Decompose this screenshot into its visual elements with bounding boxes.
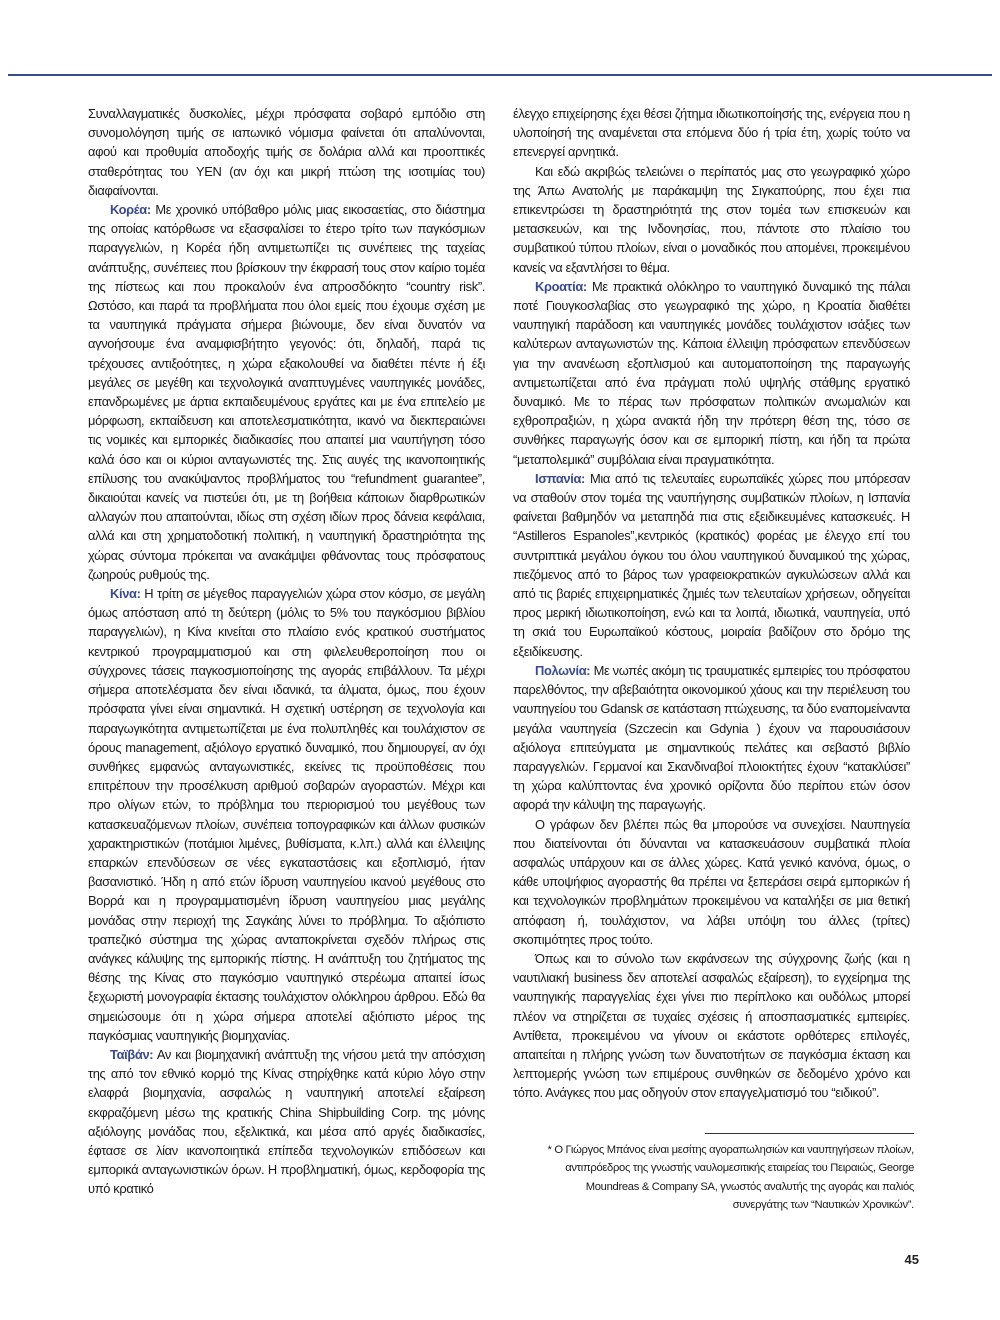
footnote (506, 1141, 914, 1215)
paragraph-croatia (513, 277, 910, 469)
footnote-line: * Ο Γιώργος Μπάνος είναι μεσίτης αγοραπωλησιών και ναυπηγήσεων πλοίων, (547, 1144, 914, 1156)
heading-taiwan: Ταϊβάν: (110, 1046, 154, 1062)
footnote-line: συνεργάτης των “Ναυτικών Χρονικών”. (732, 1199, 914, 1212)
right-column (513, 104, 910, 1103)
paragraph-taiwan (88, 1045, 485, 1199)
page-number: 45 (904, 1252, 919, 1267)
paragraph-conclusion: Όπως και το σύνολο των εκφάνσεων της σύγχρονης ζωής (και η ναυτιλιακή business δεν αποτελεί ασφαλώς εξαίρεση), το εγχείρημα της ναυπηγικής παραγγελίας έχει γίνει πιο περίπλοκο και ουδόλως μπορεί πλέον να στηρίζεται σε τυχαίες σχέσεις ή αποσπασματικές εμπειρίες. Αντίθετα, προκειμένου να γίνουν οι εκάστοτε ορθότερες επιλογές, απαιτείται η πλήρης γνώση των δυνατοτήτων σε παγκόσμια έκταση και λεπτομερής γνώση των επιμέρους συνθηκών σε δεδομένο χρόνο και τόπο. Ανάγκες που μας οδηγούν στον επαγγελματισμό του “ειδικού”. (513, 950, 910, 1101)
paragraph-spain (513, 469, 910, 661)
heading-korea: Κορέα: (110, 202, 151, 218)
heading-croatia: Κροατία: (535, 278, 587, 294)
heading-spain: Ισπανία: (535, 470, 586, 486)
heading-china: Κίνα: (110, 586, 141, 602)
paragraph-writer: Ο γράφων δεν βλέπει πώς θα μπορούσε να συνεχίσει. Ναυπηγεία που διατείνονται ότι δύνανται να κατασκευάσουν συμβατικά πλοία ασφαλώς υπάρχουν και σε άλλες χώρες. Κατά γενικό κανόνα, όμως, ο κάθε υποψήφιος αγοραστής θα πρέπει να ξεπεράσει σειρά εμπορικών ή και τεχνολογικών προβλημάτων προκειμένου να καταλήξει σε μια θετική απόφαση ή, τουλάχιστον, να λάβει υπόψη του άλλες (τρίτες) σκοπιμότητες προς τούτο. (513, 816, 910, 947)
paragraph-korea (88, 200, 485, 584)
heading-poland: Πολωνία: (535, 662, 591, 678)
paragraph-poland (513, 661, 910, 815)
paragraph-currency: Συναλλαγματικές δυσκολίες, μέχρι πρόσφατα σοβαρό εμπόδιο στη συνομολόγηση τιμής σε ιαπωνικό νόμισμα φαίνεται ότι απαλύνονται, αφού και προθυμία αποδοχής τιμής σε δολάρια αλλά και προοπτικές σταθερότητας του YEN (αν όχι και μικρή πτώση της ισοτιμίας του) διαφαίνονται. (88, 106, 485, 198)
footnote-line: Moundreas & Company SA, γνωστός αναλυτής της αγοράς και παλιός (585, 1180, 914, 1193)
paragraph-china (88, 584, 485, 1045)
text-china: Η τρίτη σε μέγεθος παραγγελιών χώρα στον κόσμο, σε μεγάλη όμως απόσταση από τη δεύτερη (μόλις το 5% του παγκόσμιου βιβλίου παραγγελιών), η Κίνα κινείται στο πλαίσιο ενός κρατικού συστήματος κεντρικού προγραμματισμού και στη φιλελευθεροποίηση που οι σύγχρονες τάσεις παγκοσμιοποίησης της αγοράς επιβάλλουν. Τα μέχρι σήμερα αποτελέσματα δεν είναι ιδανικά, τα άλματα, όμως, που έχουν πρόσφατα γίνει είναι σημαντικά. Η σχετική υστέρηση σε τεχνολογία και παραγωγικότητα αντιμετωπίζεται με ένα πολυπληθές και τουλάχιστον σε όρους management, αξιόλογο εργατικό δυναμικό, που δημιουργεί, αν όχι συνθήκες εμφανώς ανταγωνιστικές, εκείνες τις προϋποθέσεις που επιτρέπουν την προσέλκυση αριθμού σοβαρών αγοραστών. Μέχρι και προ ολίγων ετών, το πρόβλημα του περιορισμού του μεγέθους των κατασκευαζόμενων πλοίων, συνέπεια τοπογραφικών και άλλων φυσικών χαρακτηριστικών (ποτάμιοι λιμένες, βυθίσματα, κ.λπ.) αλλά και έλλειψης επαρκών επενδύσεων σε νέες εγκαταστάσεις και εξοπλισμό, ήταν βασανιστικό. Ήδη η από ετών ίδρυση ναυπηγείου ικανού μεγέθους στο Βορρά και η προγραμματισμένη ίδρυση ναυπηγείου μιας μεγάλης μονάδας στην περιοχή της Σαγκάης λύνει το πρόβλημα. Το αξιόπιστο τραπεζικό σύστημα της χώρας ανταποκρίνεται σχεδόν πλήρως στις ανάγκες κάλυψης της εμπορικής πίστης. Η ανάπτυξη του ζητήματος της θέσης της Κίνας στο παγκόσμιο ναυπηγικό στερέωμα απαιτεί ίσως ξεχωριστή μονογραφία έκτασης τουλάχιστον ολόκληρου άρθρου. Εδώ θα σημειώσουμε ότι η χώρα σήμερα αποτελεί αξιόπιστο μέρος της παγκόσμιας ναυπηγικής βιομηχανίας. (88, 586, 485, 1043)
header-rule (8, 74, 992, 76)
left-column (88, 104, 485, 1199)
paragraph-far-east: Και εδώ ακριβώς τελειώνει ο περίπατός μας στο γεωγραφικό χώρο της Άπω Ανατολής με παράκαμψη της Σιγκαπούρης, που έχει πια επικεντρώσει τη δραστηριότητά της στον τομέα των επισκευών και μετασκευών, και της Ινδονησίας, που, πάντοτε στο πλαίσιο του συμβατικού τύπου πλοίων, είναι ο μοναδικός που απομένει, προκειμένου κανείς να εξαντλήσει το θέμα. (513, 163, 910, 275)
text-spain: Μια από τις τελευταίες ευρωπαϊκές χώρες που μπόρεσαν να σταθούν στον τομέα της ναυπήγησης συμβατικών πλοίων, η Ισπανία φαίνεται βαθμηδόν να μεταπηδά πια στις εξειδικευμένες κατασκευές. Η “Astilleros Espanoles”,κεντρικός (κρατικός) φορέας με έλεγχο επί του συντριπτικά μεγάλου όγκου του όλου ναυπηγικού δυναμικού της χώρας, πιεζόμενος από το βάρος των γραφειοκρατικών αγκυλώσεων αλλά και από τις βαριές επιχειρηματικές ζημιές των τελευταίων χρήσεων, οδηγείται προς μερική ιδιωτικοποίηση, ενώ και τα λοιπά, ιδιωτικά, ναυπηγεία, υπό τη σκιά του Ευρωπαϊκού κόστους, μοιραία βαδίζουν στο δρόμο της εξειδίκευσης. (513, 470, 910, 659)
paragraph-taiwan-continued: έλεγχο επιχείρησης έχει θέσει ζήτημα ιδιωτικοποίησής της, ενέργεια που η υλοποίησή της αναμένεται στα επόμενα δύο ή τρία έτη, χωρίς τούτο να επενεργεί αρνητικά. (513, 106, 910, 160)
footnote-line: αντιπρόεδρος της γνωστής ναυλομεσιτικής εταιρείας του Πειραιώς, George (565, 1162, 914, 1175)
footnote-rule (705, 1133, 914, 1134)
text-croatia: Με πρακτικά ολόκληρο το ναυπηγικό δυναμικό της πάλαι ποτέ Γιουγκοσλαβίας στο γεωγραφικό της χώρο, η Κροατία διαθέτει ναυπηγική παράδοση και ναυπηγικές μονάδες τουλάχιστον ισάξιες των καλύτερων ανταγωνιστών της. Κάποια έλλειψη πρόσφατων επενδύσεων για την ανανέωση εξοπλισμού και αυτοματοποίηση της παραγωγής αντιμετωπίζεται από ένα πράγματι πολύ υψηλής στάθμης εργατικό δυναμικό. Με το πέρας των πρόσφατων πολιτικών ανωμαλιών και εχθροπραξιών, η χώρα ανακτά ήδη την πρότερη θέση της, τόσο σε συνθήκες παραγωγής όσον και σε εμπορική πίστη, και ήδη τα πρώτα “μεταπολεμικά” συμβόλαια είναι πραγματικότητα. (513, 278, 910, 467)
text-korea: Με χρονικό υπόβαθρο μόλις μιας εικοσαετίας, στο διάστημα της οποίας κατόρθωσε να εξασφαλίσει το έτερο τρίτο των παγκόσμιων παραγγελιών, η Κορέα ήδη αντιμετωπίζει τις συνέπειες της ταχείας ανάπτυξης, συνέπειες που βρίσκουν την έκφρασή τους στον καίριο τομέα της πίστεως και που προκαλούν ένα απροσδόκητο “country risk”. Ωστόσο, και παρά τα προβλήματα που όλοι εμείς που έχουμε σχέση με τα ναυπηγικά πράγματα σήμερα βιώνουμε, δεν είναι δυνατόν να αγνοήσουμε ένα αναμφισβήτητο γεγονός: ότι, δηλαδή, παρά τις τρέχουσες αντιξοότητες, η χώρα εξακολουθεί να διαθέτει πέντε ή έξι μεγάλες σε μεγέθη και τεχνολογικά αναπτυγμένες ναυπηγικές μονάδες, επανδρωμένες με άρτια εκπαιδευμένους εργάτες και με ένα επιτελείο με μόρφωση, εκπαίδευση και αποτελεσματικότητα, ικανό να διεκπεραιώνει τις νομικές και εμπορικές διαδικασίες που απαιτεί μια ναυπήγηση τόσο καλά όσο και οι κύριοι ανταγωνιστές της. Στις αυγές της ικανοποιητικής επίλυσης του ανακύψαντος προβλήματος του “refundment guarantee”, δικαιούται κανείς να πιστεύει ότι, με τη βοήθεια κάποιων διαρθρωτικών αλλαγών που απαιτούνται, ιδίως στη σχέση ιδίων προς δάνεια κεφάλαια, αλλά και στη χρηματοδοτική πολιτική, η ναυπηγική δραστηριότητα της χώρας σύντομα πρόκειται να ανακάμψει φθάνοντας τους πρόσφατους ζωηρούς ρυθμούς της. (88, 202, 485, 582)
text-poland: Με νωπές ακόμη τις τραυματικές εμπειρίες του πρόσφατου παρελθόντος, την αβεβαιότητα οικονομικού χάους και την περιέλευση του ναυπηγείου του Gdansk σε κατάσταση πτώχευσης, τα δύο εναπομείναντα μεγάλα ναυπηγεία (Szczecin και Gdynia ) έχουν να παρουσιάσουν αξιόλογα επιτεύγματα με σημαντικούς πελάτες και σεβαστό βιβλίο παραγγελιών. Γερμανοί και Σκανδιναβοί πλοιοκτήτες έχουν “κατακλύσει” τη χώρα καλύπτοντας ένα χρονικό ορίζοντα δύο περίπου ετών όσον αφορά την κάλυψη της παραγωγής. (513, 662, 910, 813)
text-taiwan: Αν και βιομηχανική ανάπτυξη της νήσου μετά την απόσχιση της από τον εθνικό κορμό της Κίνας στηρίχθηκε κατά κύριο λόγο στην ελαφρά βιομηχανία, ασφαλώς η ναυπηγική αποτελεί εξαίρεση εκφραζόμενη μέσω της κρατικής China Shipbuilding Corp. της μόνης αξιόλογης μονάδας που, εξελικτικά, και μέσα από αργές διαδικασίες, έφτασε σε λίαν ικανοποιητικά επίπεδα τεχνολογικών επιδόσεων και εμπορικά ανταγωνιστικών όρων. Η προβληματική, όμως, κερδοφορία της υπό κρατικό (88, 1046, 485, 1197)
